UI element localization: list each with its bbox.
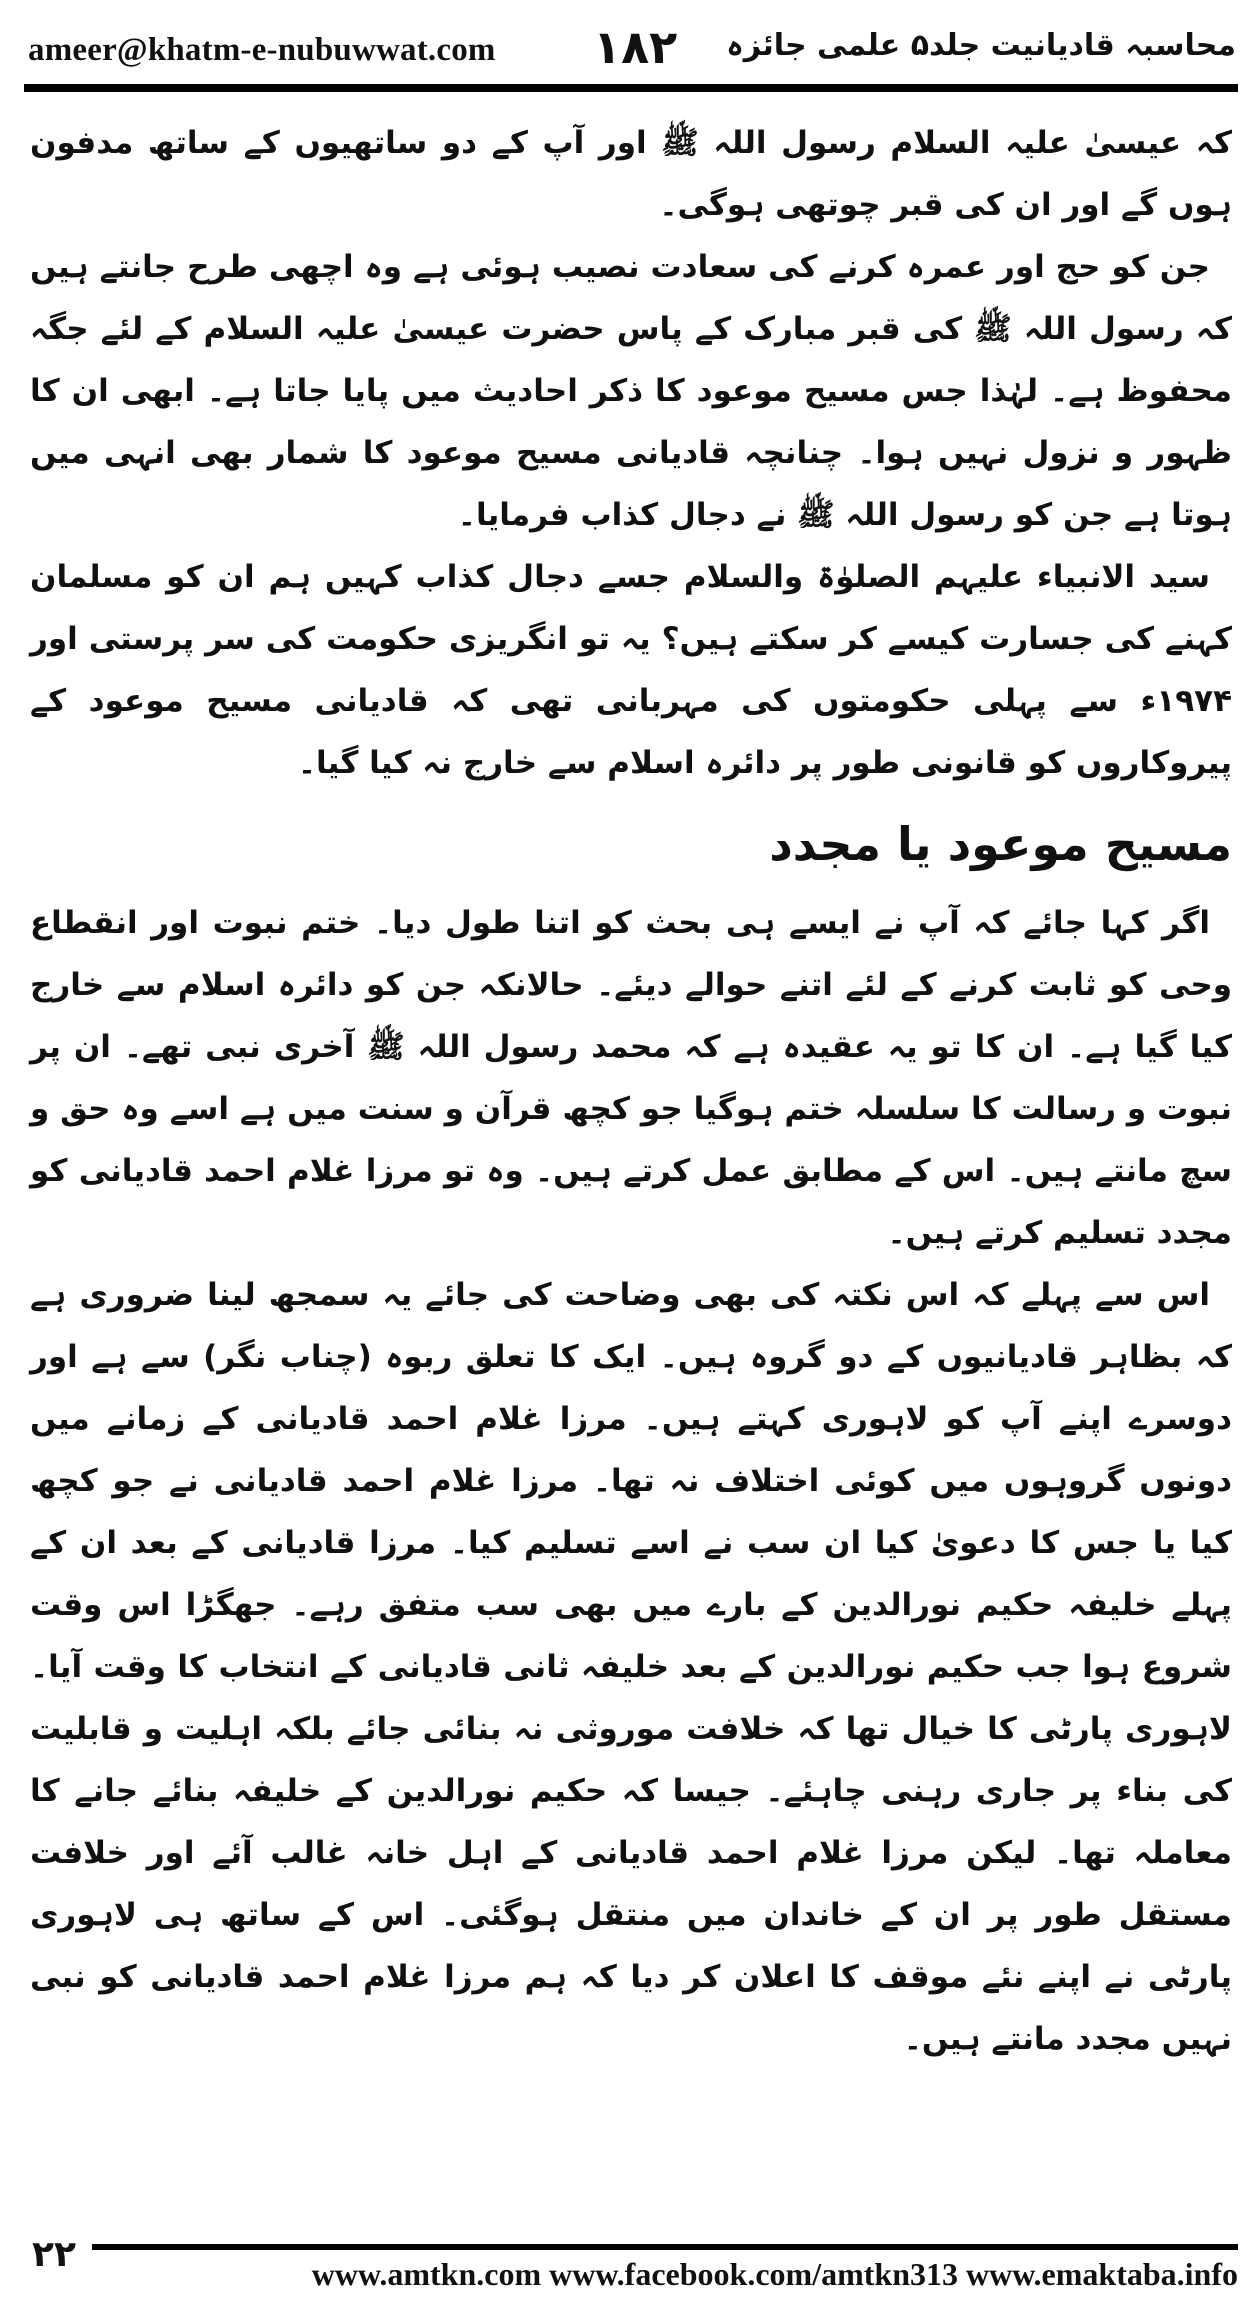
page-footer xyxy=(24,2234,1238,2300)
paragraph-1: کہ عیسیٰ علیہ السلام رسول اللہ ﷺ اور آپ کے دو ساتھیوں کے ساتھ مدفون ہوں گے اور ان کی قبر چوتھی ہوگی۔ xyxy=(30,125,1232,223)
header-email: ameer@khatm-e-nubuwwat.com xyxy=(28,32,496,68)
paragraph-5: اس سے پہلے کہ اس نکتہ کی بھی وضاحت کی جائے یہ سمجھ لینا ضروری ہے کہ بظاہر قادیانیوں کے دو گروہ ہیں۔ ایک کا تعلق ربوہ (چناب نگر) سے ہے اور دوسرے اپنے آپ کو لاہوری کہتے ہیں۔ مرزا غلام احمد قادیانی کے زمانے میں دونوں گروہوں میں کوئی اختلاف نہ تھا۔ مرزا غلام احمد قادیانی نے جو کچھ کیا یا جس کا دعویٰ کیا ان سب نے اسے تسلیم کیا۔ مرزا قادیانی کے بعد ان کے پہلے خلیفہ حکیم نورالدین کے بارے میں بھی سب متفق رہے۔ جھگڑا اس وقت شروع ہوا جب حکیم نورالدین کے بعد خلیفہ ثانی قادیانی کے انتخاب کا وقت آیا۔ لاہوری پارٹی کا خیال تھا کہ خلافت موروثی نہ بنائی جائے بلکہ اہلیت و قابلیت کی بناء پر جاری رہنی چاہئے۔ جیسا کہ حکیم نورالدین کے خلیفہ بنائے جانے کا معاملہ تھا۔ لیکن مرزا غلام احمد قادیانی کے اہل خانہ غالب آئے اور خلافت مستقل طور پر ان کے خاندان میں منتقل ہوگئی۔ اس کے ساتھ ہی لاہوری پارٹی نے اپنے نئے موقف کا اعلان کر دیا کہ ہم مرزا غلام احمد قادیانی کو نبی نہیں مجدد مانتے ہیں۔ xyxy=(30,1277,1232,2057)
header-rule xyxy=(24,84,1238,92)
footer-links: www.amtkn.com www.facebook.com/amtkn313 www.emaktaba.info xyxy=(311,2256,1238,2292)
book-title: محاسبہ قادیانیت جلد۵ علمی جائزہ xyxy=(726,28,1236,63)
paragraph-3: سید الانبیاء علیہم الصلوٰۃ والسلام جسے دجال کذاب کہیں ہم ان کو مسلمان کہنے کی جسارت کیسے کر سکتے ہیں؟ یہ تو انگریزی حکومت کی سر پرستی اور ۱۹۷۴ء سے پہلی حکومتوں کی مہربانی تھی کہ قادیانی مسیح موعود کے پیروکاروں کو قانونی طور پر دائرہ اسلام سے خارج نہ کیا گیا۔ xyxy=(30,559,1232,781)
page-header xyxy=(28,22,1236,78)
page-body xyxy=(30,112,1232,2070)
paragraph-4: اگر کہا جائے کہ آپ نے ایسے ہی بحث کو اتنا طول دیا۔ ختم نبوت اور انقطاع وحی کو ثابت کرنے کے لئے اتنے حوالے دیئے۔ حالانکہ جن کو دائرہ اسلام سے خارج کیا گیا ہے۔ ان کا تو یہ عقیدہ ہے کہ محمد رسول اللہ ﷺ آخری نبی تھے۔ ان پر نبوت و رسالت کا سلسلہ ختم ہوگیا جو کچھ قرآن و سنت میں ہے اسے وہ حق و سچ مانتے ہیں۔ اس کے مطابق عمل کرتے ہیں۔ وہ تو مرزا غلام احمد قادیانی کو مجدد تسلیم کرتے ہیں۔ xyxy=(30,905,1232,1251)
section-heading: مسیح موعود یا مجدد xyxy=(769,817,1232,871)
footer-number: ۲۲ xyxy=(32,2234,76,2275)
paragraph-2: جن کو حج اور عمرہ کرنے کی سعادت نصیب ہوئی ہے وہ اچھی طرح جانتے ہیں کہ رسول اللہ ﷺ کی قبر مبارک کے پاس حضرت عیسیٰ علیہ السلام کے لئے جگہ محفوظ ہے۔ لہٰذا جس مسیح موعود کا ذکر احادیث میں پایا جاتا ہے۔ ابھی ان کا ظہور و نزول نہیں ہوا۔ چنانچہ قادیانی مسیح موعود کا شمار بھی انہی میں ہوتا ہے جن کو رسول اللہ ﷺ نے دجال کذاب فرمایا۔ xyxy=(30,249,1232,533)
page-number: ۱۸۲ xyxy=(593,20,678,74)
footer-rule xyxy=(92,2244,1238,2250)
